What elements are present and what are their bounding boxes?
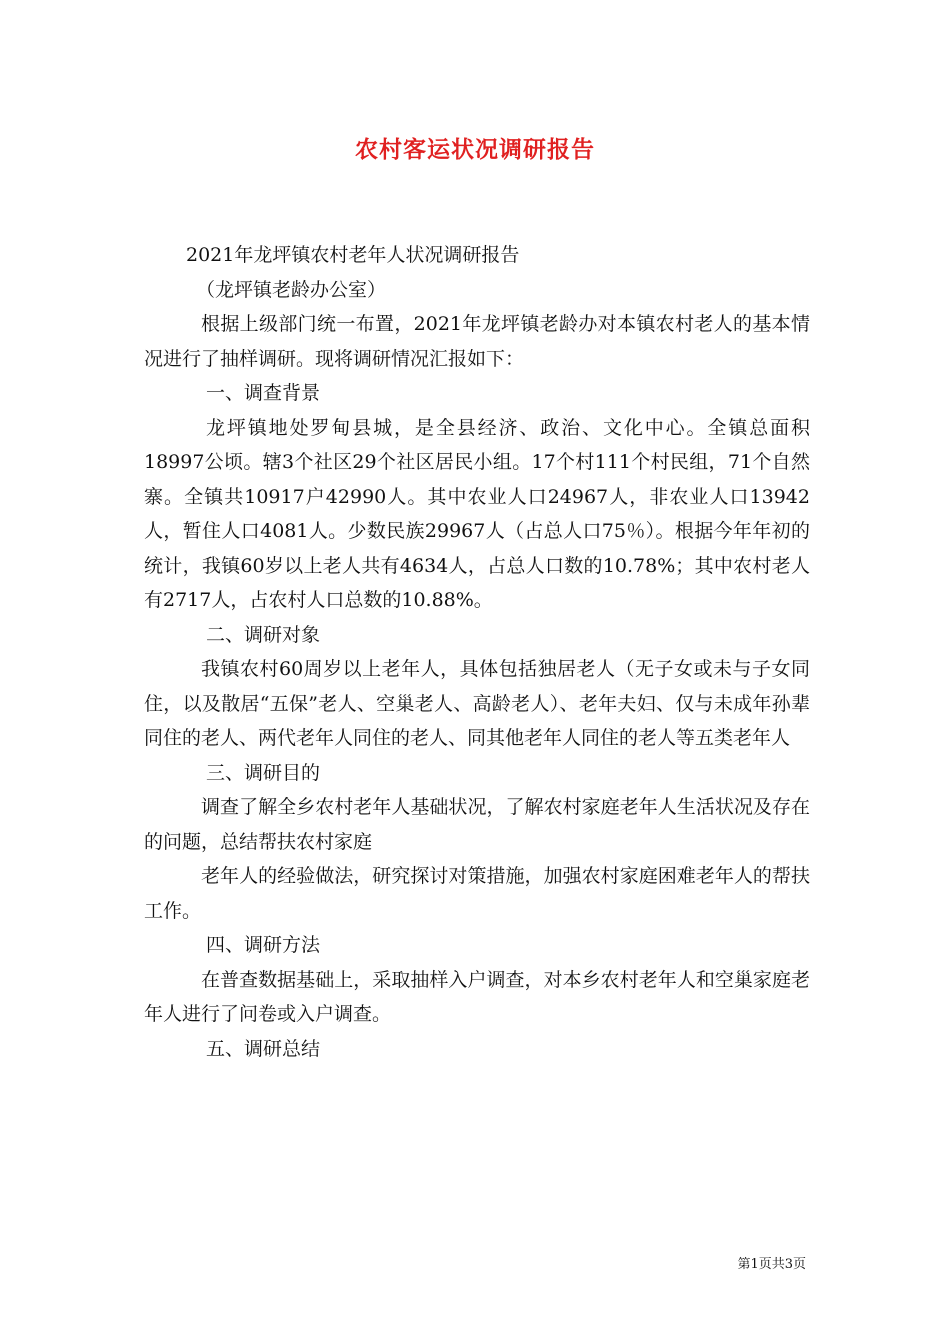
document-body bbox=[144, 238, 810, 1066]
section-heading-subjects: 二、调研对象 bbox=[206, 623, 321, 646]
report-subtitle: 2021年龙坪镇农村老年人状况调研报告 bbox=[186, 244, 520, 266]
method-paragraph: 在普查数据基础上，采取抽样入户调查，对本乡农村老年人和空巢家庭老年人进行了问卷或入户调查。 bbox=[144, 968, 810, 1025]
page-number-footer: 第1页共3页 bbox=[737, 1257, 806, 1272]
report-author: （龙坪镇老龄办公室） bbox=[196, 278, 387, 301]
intro-paragraph: 根据上级部门统一布置，2021年龙坪镇老龄办对本镇农村老人的基本情况进行了抽样调研。现将调研情况汇报如下： bbox=[144, 313, 810, 370]
section-heading-purpose: 三、调研目的 bbox=[206, 761, 321, 784]
section-heading-method: 四、调研方法 bbox=[206, 934, 321, 956]
subjects-paragraph: 我镇农村60周岁以上老年人，具体包括独居老人（无子女或未与子女同住，以及散居“五保”老人、空巢老人、高龄老人）、老年夫妇、仅与未成年孙辈同住的老人、两代老年人同住的老人、同其他老年人同住的老人等五类老年人 bbox=[144, 658, 810, 749]
section-heading-background: 一、调查背景 bbox=[206, 382, 321, 404]
purpose-paragraph-1: 调查了解全乡农村老年人基础状况，了解农村家庭老年人生活状况及存在的问题，总结帮扶农村家庭 bbox=[144, 796, 810, 853]
section-heading-summary: 五、调研总结 bbox=[206, 1037, 321, 1060]
background-paragraph: 龙坪镇地处罗甸县城，是全县经济、政治、文化中心。全镇总面积18997公顷。辖3个社区29个社区居民小组。17个村111个村民组，71个自然寨。全镇共10917户42990人。其中农业人口24967人，非农业人口13942人，暂住人口4081人。少数民族29967人（占总人口75％）。根据今年年初的统计，我镇60岁以上老人共有4634人，占总人口数的10.78%；其中农村老人有2717人，占农村人口总数的10.88%。 bbox=[144, 416, 810, 611]
purpose-paragraph-2: 老年人的经验做法，研究探讨对策措施，加强农村家庭困难老年人的帮扶工作。 bbox=[144, 865, 810, 922]
document-title: 农村客运状况调研报告 bbox=[355, 136, 595, 163]
